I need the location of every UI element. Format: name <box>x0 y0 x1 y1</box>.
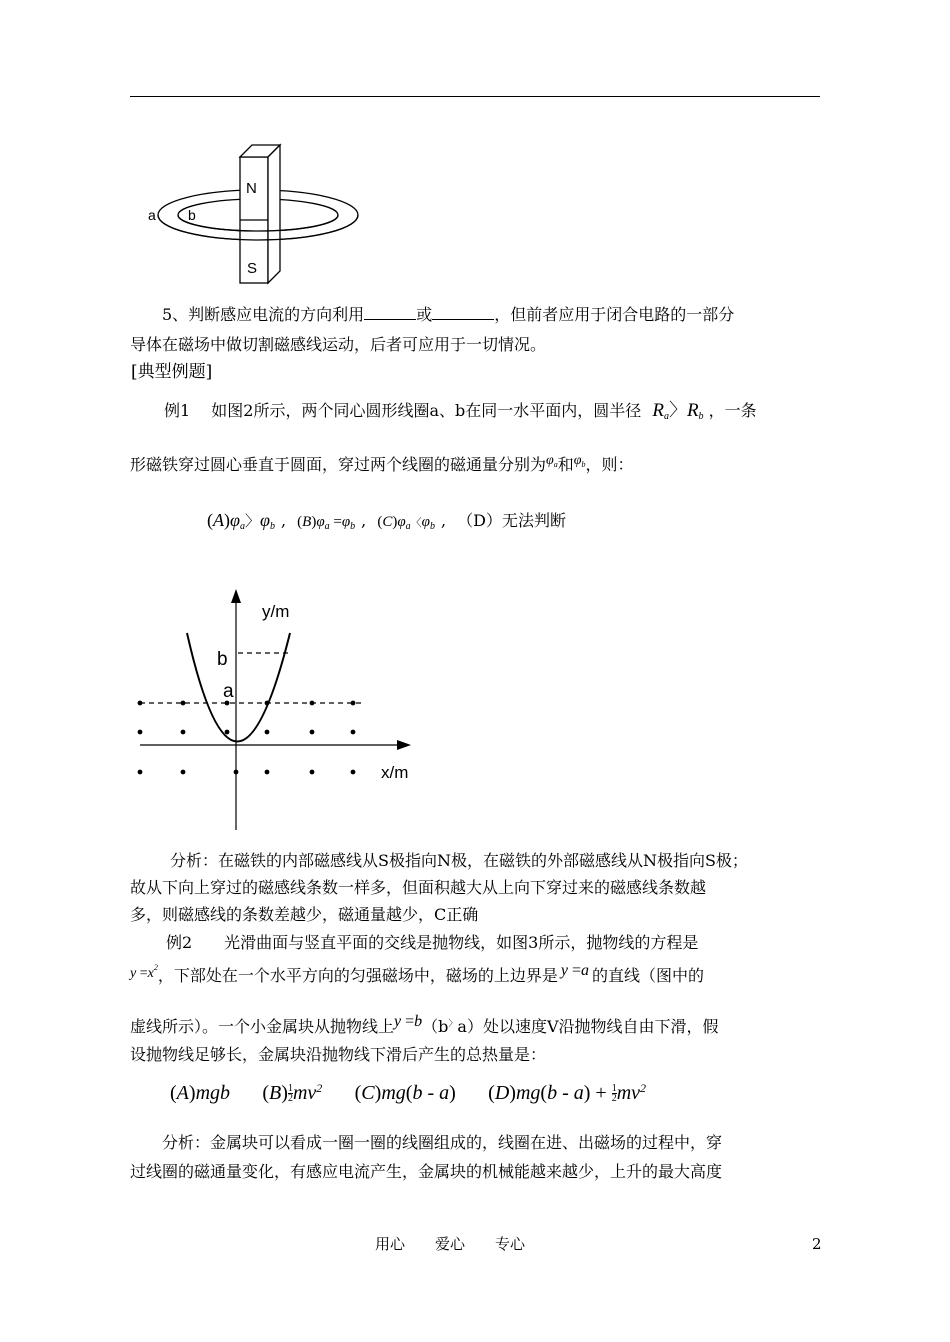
label-a: a <box>223 681 234 702</box>
section-title: [典型例题] <box>131 362 213 382</box>
option-c: $(C)\varphi_a$〈$\varphi_b$ <box>377 514 435 532</box>
fill-blank-2 <box>432 303 494 320</box>
formula-y-eq-a: y =a <box>560 962 589 979</box>
example2-options <box>170 1073 646 1108</box>
example2-line4: 设抛物线足够长，金属块沿抛物线下滑后产生的总热量是： <box>130 1045 547 1064</box>
label-b: b <box>217 649 228 670</box>
example2-analysis-1: 分析：金属块可以看成一圈一圈的线圈组成的，线圈在进、出磁场的过程中，穿 <box>162 1133 723 1152</box>
y-axis-label: y/m <box>262 602 290 621</box>
label-coil-b: b <box>188 207 196 223</box>
x-axis-label: x/m <box>381 763 409 782</box>
option-a: $(A)\varphi_a$〉$\varphi_b$ <box>207 510 275 532</box>
example1-analysis-3: 多，则磁感线的条数差越少，磁通量越少，C正确 <box>130 905 479 924</box>
item-5-line2: 导体在磁场中做切割磁感线运动，后者可应用于一切情况。 <box>130 335 547 354</box>
item-5: 5、判断感应电流的方向利用 或 ，但前者应用于闭合电路的一部分 <box>162 305 735 324</box>
formula-ra-gt-rb: $R_a$〉$R_b$ <box>652 400 704 422</box>
formula-phi-b: $\varphi_b$ <box>573 453 586 469</box>
figure-magnet-coils <box>148 140 363 290</box>
example1-line1: 例1 如图2所示，两个同心圆形线圈a、b在同一水平面内，圆半径 $R_a$〉$R_b$ ，一条 <box>164 400 757 422</box>
option-b: $(B)\varphi_a =\varphi_b$ <box>297 514 356 532</box>
formula-phi-a: $\varphi_a$ <box>546 453 558 469</box>
fill-blank-1 <box>364 303 416 320</box>
bar-magnet <box>240 145 280 283</box>
example2-line2: $y =x^2$，下部处在一个水平方向的匀强磁场中，磁场的上边界是 y =a 的直线（图中的 <box>130 962 705 985</box>
option-c2: (C)mg(b - a) <box>354 1082 456 1104</box>
example2-line3: 虚线所示）。一个小金属块从抛物线上y =b（b〉a）处以速度V沿抛物线自由下滑，假 <box>130 1013 719 1036</box>
label-coil-a: a <box>148 207 156 223</box>
example2-analysis-2: 过线圈的磁通量变化，有感应电流产生，金属块的机械能越来越少，上升的最大高度 <box>130 1162 723 1181</box>
figure-parabola <box>125 585 425 835</box>
parabola-curve <box>187 633 290 742</box>
example1-analysis-2: 故从下向上穿过的磁感线条数一样多，但面积越大从上向下穿过来的磁感线条数越 <box>130 878 707 897</box>
option-d: （D）无法判断 <box>457 511 567 530</box>
label-n: N <box>246 180 257 197</box>
footer-motto: 用心 爱心 专心 <box>375 1235 526 1253</box>
example2-line1: 例2 光滑曲面与竖直平面的交线是抛物线，如图3所示，抛物线的方程是 <box>166 933 699 952</box>
option-b2: (B) $\frac{1}{2}$ $mv^2$ <box>262 1081 323 1104</box>
label-s: S <box>247 260 258 277</box>
header-rule <box>130 96 820 97</box>
formula-y-eq-b: y =b <box>394 1013 423 1030</box>
page-number: 2 <box>812 1235 822 1253</box>
example1-line2: 形磁铁穿过圆心垂直于圆面，穿过两个线圈的磁通量分别为$\varphi_a$和$\varphi_b$，则： <box>130 453 634 474</box>
example1-options: $(A)\varphi_a$〉$\varphi_b$ , $(B)\varphi_a =\varphi_b$ , $(C)\varphi_a$〈$\varphi_b$ , （D）无法判断 <box>207 510 567 532</box>
formula-y-eq-x2: $y =x^2$ <box>130 963 158 981</box>
option-a2: (A)mgb <box>170 1082 231 1104</box>
example1-analysis-1: 分析：在磁铁的内部磁感线从S极指向N极，在磁铁的外部磁感线从N极指向S极； <box>170 851 748 870</box>
option-d2: (D)mg(b - a) + $\frac{1}{2}$ $mv^2$ <box>488 1081 647 1104</box>
